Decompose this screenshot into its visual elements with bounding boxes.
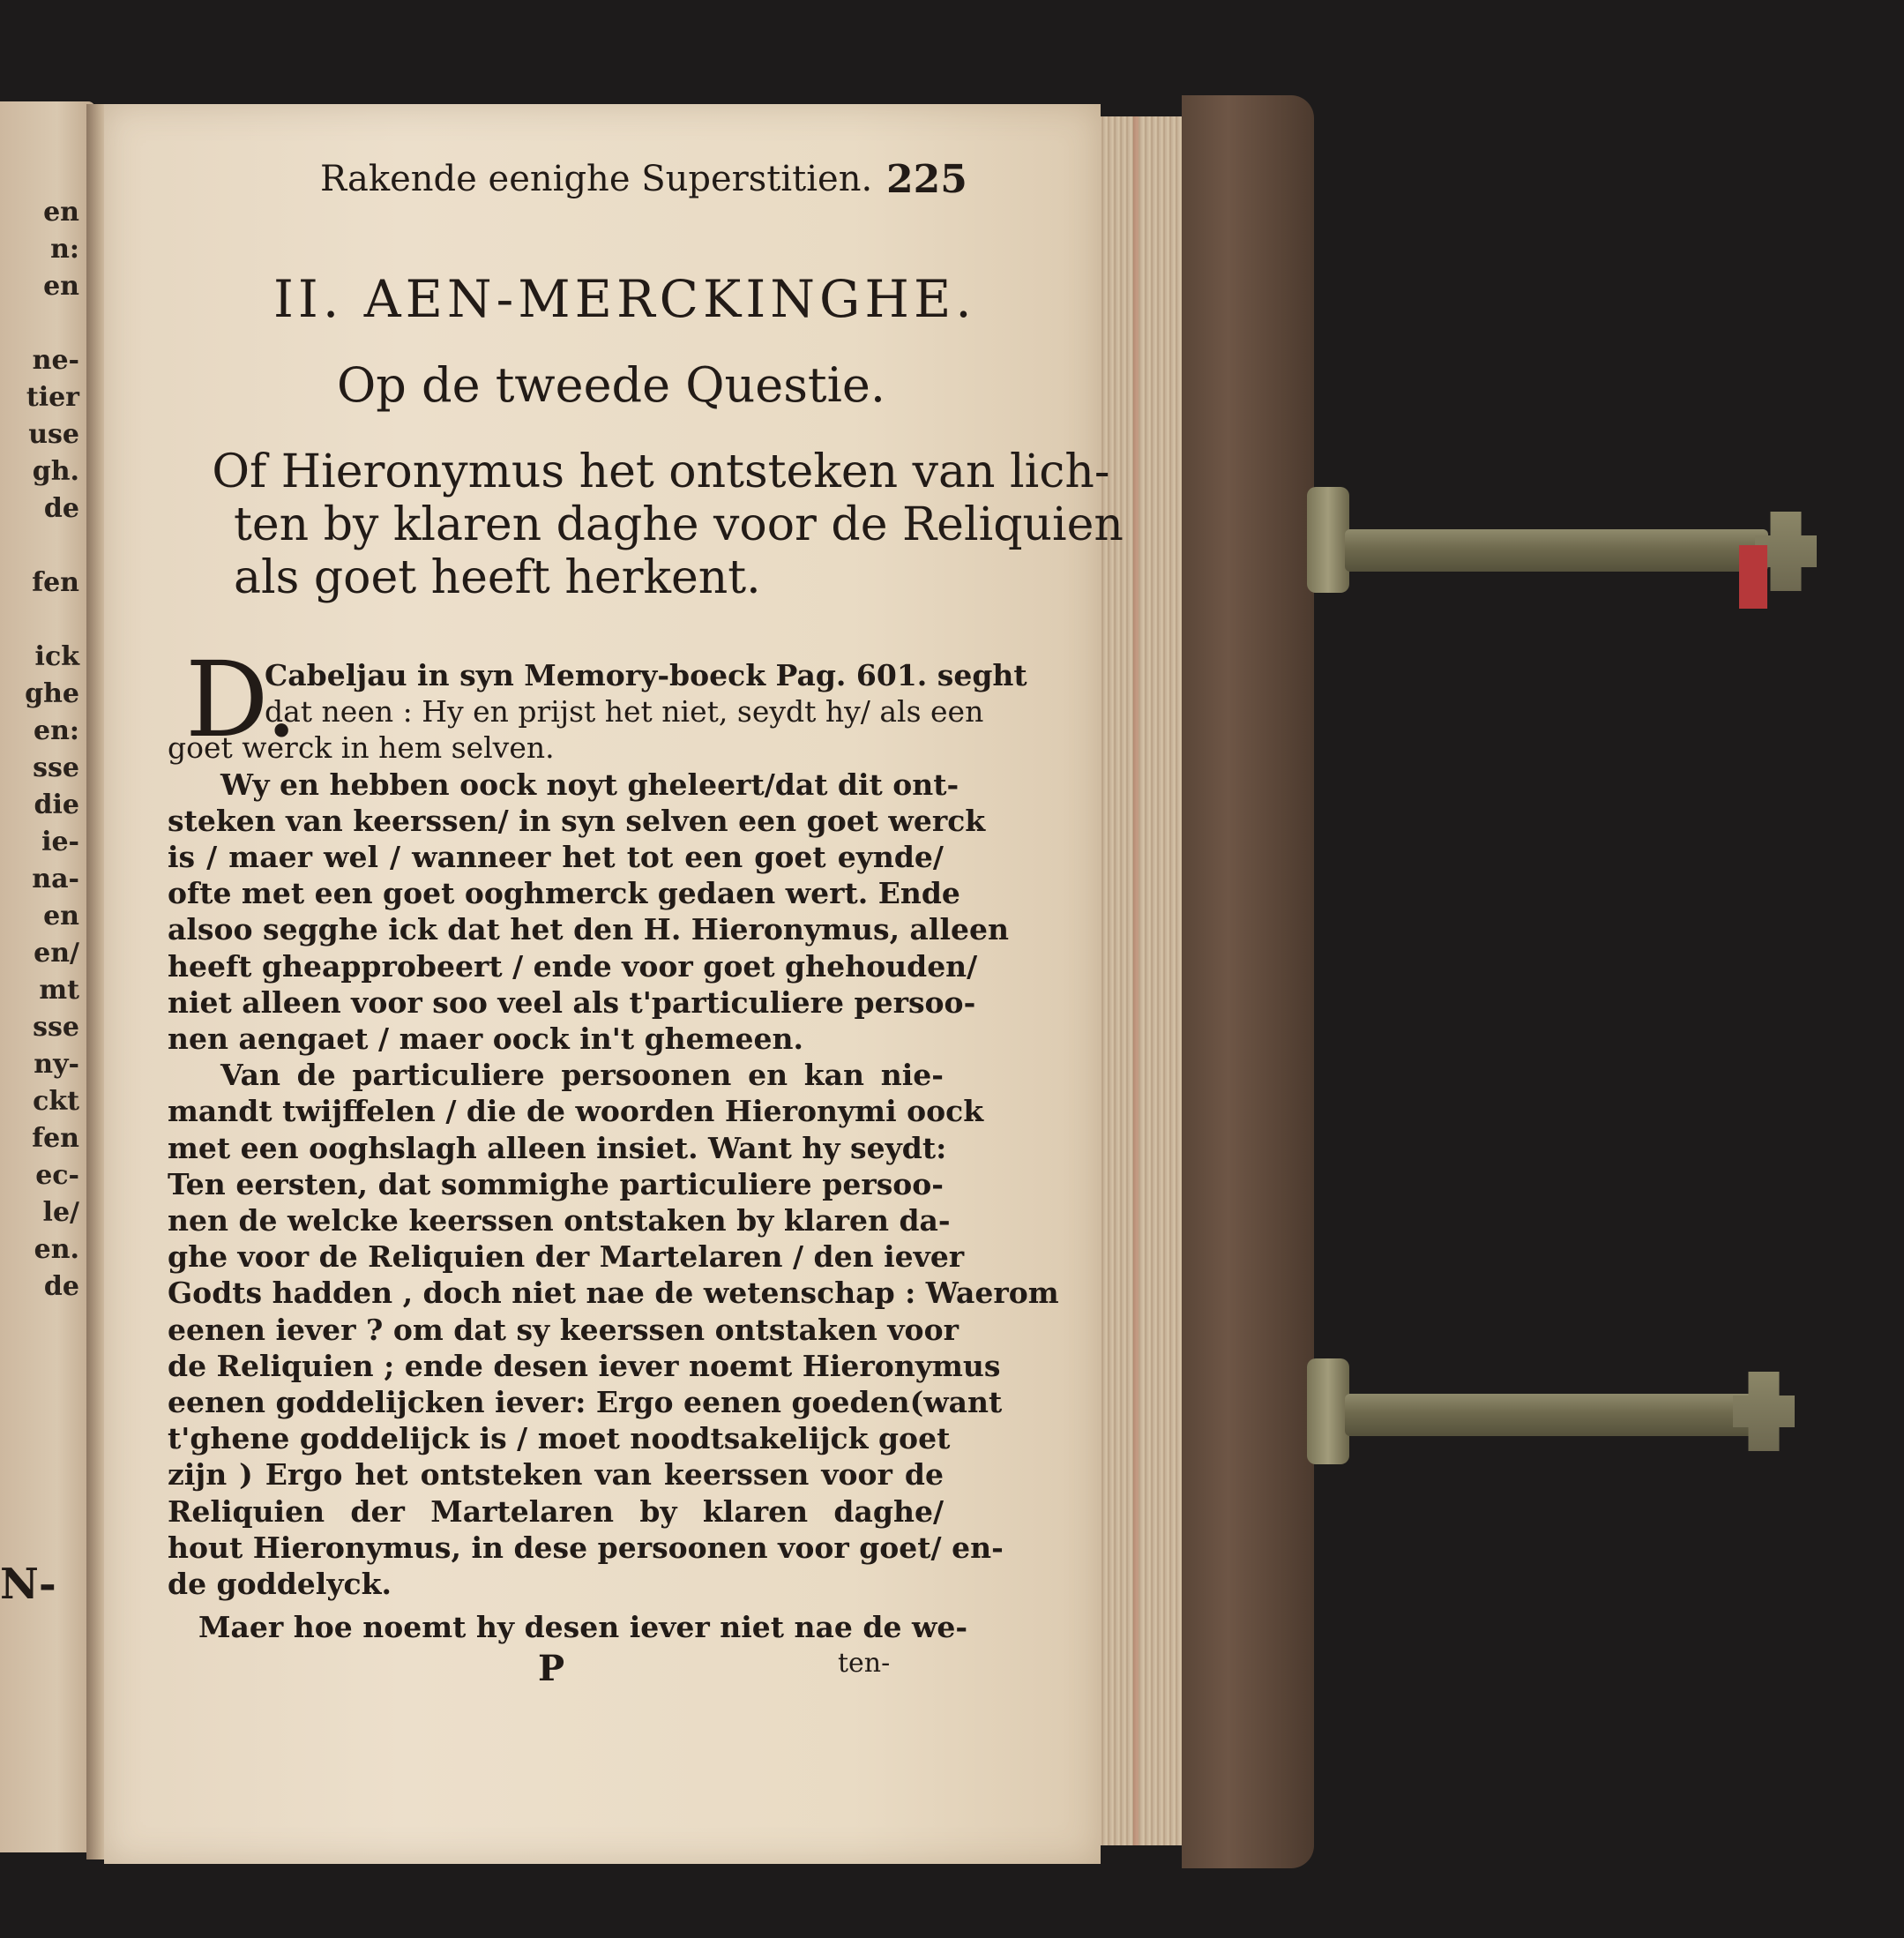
left-page-fragment: fen <box>32 567 79 598</box>
body-line: goet werck in hem selven. <box>168 730 555 766</box>
body-line: Ten eersten, dat sommighe particuliere persoo- <box>168 1166 944 1201</box>
body-line: Cabeljau in syn Memory-boeck Pag. 601. seght <box>265 658 1027 692</box>
left-page-fragment: fen <box>32 1123 79 1154</box>
body-line: hout Hieronymus, in dese persoonen voor goet/ en- <box>168 1530 1004 1565</box>
left-page-fragment: ie- <box>41 827 79 857</box>
section-subheading: Op de tweede Questie. <box>337 357 886 413</box>
left-page-fragment: ec- <box>35 1160 79 1191</box>
left-page-fragment: de <box>43 493 79 524</box>
left-page-fragment: en <box>43 197 79 228</box>
body-line: Maer hoe noemt hy desen iever niet nae de we- <box>198 1610 968 1645</box>
red-clasp-mark <box>1739 545 1767 609</box>
body-line: dat neen : Hy en prijst het niet, seydt hy/ als een <box>265 694 984 730</box>
catchword: ten- <box>838 1648 891 1679</box>
running-head: Rakende eenighe Superstitien. <box>320 159 873 199</box>
left-page-fragment: tier <box>26 382 79 413</box>
question-title-line: als goet heeft herkent. <box>234 551 761 604</box>
left-page-fragment: die <box>34 789 79 820</box>
left-page-fragment: en. <box>34 1234 79 1265</box>
left-page-fragment: sse <box>33 1012 79 1043</box>
left-page-fragment: ne- <box>32 345 79 376</box>
left-page-fragment: n: <box>50 234 79 265</box>
left-page-tail-text: N- <box>0 1560 56 1609</box>
body-line: alsoo segghe ick dat het den H. Hieronymus, alleen <box>168 912 1009 947</box>
body-line: ofte met een goet ooghmerck gedaen wert. Ende <box>168 876 960 911</box>
upper-clasp-strap <box>1345 529 1768 572</box>
upper-clasp-hinge <box>1307 487 1349 593</box>
question-title <box>198 445 1124 604</box>
signature-mark: P <box>538 1648 565 1689</box>
left-page-fragment: sse <box>33 752 79 783</box>
left-page-fragment: en <box>43 271 79 302</box>
body-line: Van de particuliere persoonen en kan nie- <box>220 1058 944 1093</box>
body-line: Reliquien der Martelaren by klaren daghe/ <box>168 1493 944 1529</box>
lower-clasp-hinge <box>1307 1358 1349 1464</box>
left-page-fragment: use <box>28 419 79 450</box>
left-page-fragment: ghe <box>25 678 79 709</box>
left-page-fragment: ick <box>34 641 79 672</box>
question-title-line: ten by klaren daghe voor de Reliquien <box>234 498 1124 551</box>
body-line: mandt twijffelen / die de woorden Hieronymi oock <box>168 1094 984 1129</box>
question-title-line: Of Hieronymus het ontsteken van lich- <box>212 445 1110 498</box>
body-line: nen aengaet / maer oock in't ghemeen. <box>168 1021 804 1056</box>
left-page-fragment: mt <box>39 975 79 1006</box>
body-line: eenen goddelijcken iever: Ergo eenen goeden(want <box>168 1385 1003 1419</box>
body-line: ghe voor de Reliquien der Martelaren / den iever <box>168 1239 965 1275</box>
lower-clasp-strap <box>1345 1394 1759 1436</box>
left-page-fragment <box>0 305 79 342</box>
body-line: met een ooghslagh alleen insiet. Want hy seydt: <box>168 1130 947 1165</box>
page-number: 225 <box>886 157 967 202</box>
body-line: de goddelyck. <box>168 1567 392 1601</box>
body-line: Wy en hebben oock noyt gheleert/dat dit ont- <box>220 767 959 802</box>
left-page-fragment <box>0 602 79 639</box>
leather-cover <box>1182 95 1314 1868</box>
left-page-fragment: le/ <box>42 1197 79 1228</box>
body-line: niet alleen voor soo veel als t'particuliere persoo- <box>168 984 976 1020</box>
left-page-text-fragments <box>0 194 79 1306</box>
body-line: Godts hadden , doch niet nae de wetenschap : Waerom <box>168 1276 1059 1311</box>
body-line: zijn ) Ergo het ontsteken van keerssen voor de <box>168 1457 944 1493</box>
body-line: nen de welcke keerssen ontstaken by klaren da- <box>168 1203 951 1238</box>
left-page-fragment <box>0 528 79 565</box>
left-page-fragment: en/ <box>34 938 79 969</box>
left-page-fragment: ny- <box>34 1049 79 1080</box>
body-line: t'ghene goddelijck is / moet noodtsakelijck goet <box>168 1421 951 1456</box>
body-line: steken van keerssen/ in syn selven een goet werck <box>168 803 986 838</box>
section-heading: II. AEN-MERCKINGHE. <box>273 269 976 329</box>
left-page-fragment: de <box>43 1271 79 1302</box>
body-line: eenen iever ? om dat sy keerssen ontstaken voor <box>168 1312 959 1347</box>
body-line: heeft gheapprobeert / ende voor goet ghehouden/ <box>168 948 978 984</box>
left-page-fragment: na- <box>32 864 79 894</box>
lower-clasp-end <box>1733 1372 1795 1451</box>
body-line: de Reliquien ; ende desen iever noemt Hieronymus <box>168 1348 1001 1383</box>
body-line: is / maer wel / wanneer het tot een goet eynde/ <box>168 840 944 874</box>
left-page-fragment: ckt <box>33 1086 79 1117</box>
drop-cap: D. <box>185 639 298 760</box>
left-page-fragment: en: <box>34 715 79 746</box>
left-page-fragment: en <box>43 901 79 932</box>
left-page-fragment: gh. <box>32 456 79 487</box>
